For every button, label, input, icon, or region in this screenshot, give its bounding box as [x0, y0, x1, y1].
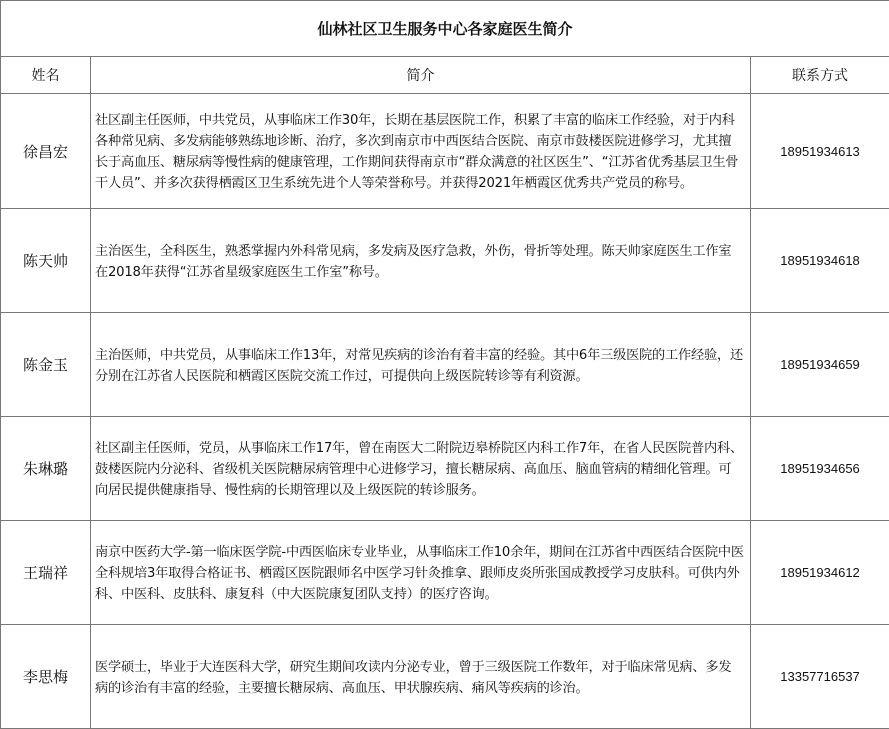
doctor-phone: 18951934612 — [751, 521, 889, 625]
doctor-name: 陈天帅 — [1, 209, 91, 313]
header-contact: 联系方式 — [751, 57, 889, 94]
header-row — [1, 57, 889, 94]
doctor-intro: 社区副主任医师，中共党员，从事临床工作30年，长期在基层医院工作，积累了丰富的临床工作经验，对于内科各种常见病、多发病能够熟练地诊断、治疗，多次到南京市中西医结合医院、南京市鼓楼医院进修学习，尤其擅长于高血压、糖尿病等慢性病的健康管理，工作期间获得南京市“群众满意的社区医生”、“江苏省优秀基层卫生骨干人员”、并多次获得栖霞区卫生系统先进个人等荣誉称号。并获得2021年栖霞区优秀共产党员的称号。 — [91, 94, 751, 209]
doctor-name: 李思梅 — [1, 625, 91, 729]
table-row — [1, 625, 889, 729]
doctor-phone: 18951934656 — [751, 417, 889, 521]
doctor-name: 徐昌宏 — [1, 94, 91, 209]
doctor-intro: 主治医生，全科医生，熟悉掌握内外科常见病，多发病及医疗急救，外伤，骨折等处理。陈天帅家庭医生工作室在2018年获得“江苏省星级家庭医生工作室”称号。 — [91, 209, 751, 313]
table-row — [1, 94, 889, 209]
table-row — [1, 209, 889, 313]
table-row — [1, 313, 889, 417]
header-name: 姓名 — [1, 57, 91, 94]
doctor-intro: 主治医师，中共党员，从事临床工作13年，对常见疾病的诊治有着丰富的经验。其中6年三级医院的工作经验，还分别在江苏省人民医院和栖霞区医院交流工作过，可提供向上级医院转诊等有利资源。 — [91, 313, 751, 417]
doctor-phone: 18951934613 — [751, 94, 889, 209]
table-row — [1, 521, 889, 625]
table-title: 仙林社区卫生服务中心各家庭医生简介 — [1, 1, 889, 57]
doctor-phone: 13357716537 — [751, 625, 889, 729]
table-row — [1, 417, 889, 521]
doctor-intro: 社区副主任医师，党员，从事临床工作17年，曾在南医大二附院迈皋桥院区内科工作7年，在省人民医院普内科、鼓楼医院内分泌科、省级机关医院糖尿病管理中心进修学习，擅长糖尿病、高血压、脑血管病的精细化管理。可向居民提供健康指导、慢性病的长期管理以及上级医院的转诊服务。 — [91, 417, 751, 521]
doctor-phone: 18951934618 — [751, 209, 889, 313]
header-intro: 简介 — [91, 57, 751, 94]
doctor-name: 陈金玉 — [1, 313, 91, 417]
doctor-intro: 医学硕士，毕业于大连医科大学，研究生期间攻读内分泌专业，曾于三级医院工作数年，对于临床常见病、多发病的诊治有丰富的经验，主要擅长糖尿病、高血压、甲状腺疾病、痛风等疾病的诊治。 — [91, 625, 751, 729]
doctor-name: 朱琳璐 — [1, 417, 91, 521]
doctor-name: 王瑞祥 — [1, 521, 91, 625]
doctor-phone: 18951934659 — [751, 313, 889, 417]
doctor-intro: 南京中医药大学-第一临床医学院-中西医临床专业毕业，从事临床工作10余年，期间在江苏省中西医结合医院中医全科规培3年取得合格证书、栖霞区医院跟师名中医学习针灸推拿、跟师皮炎所张国成教授学习皮肤科。可供内外科、中医科、皮肤科、康复科（中大医院康复团队支持）的医疗咨询。 — [91, 521, 751, 625]
